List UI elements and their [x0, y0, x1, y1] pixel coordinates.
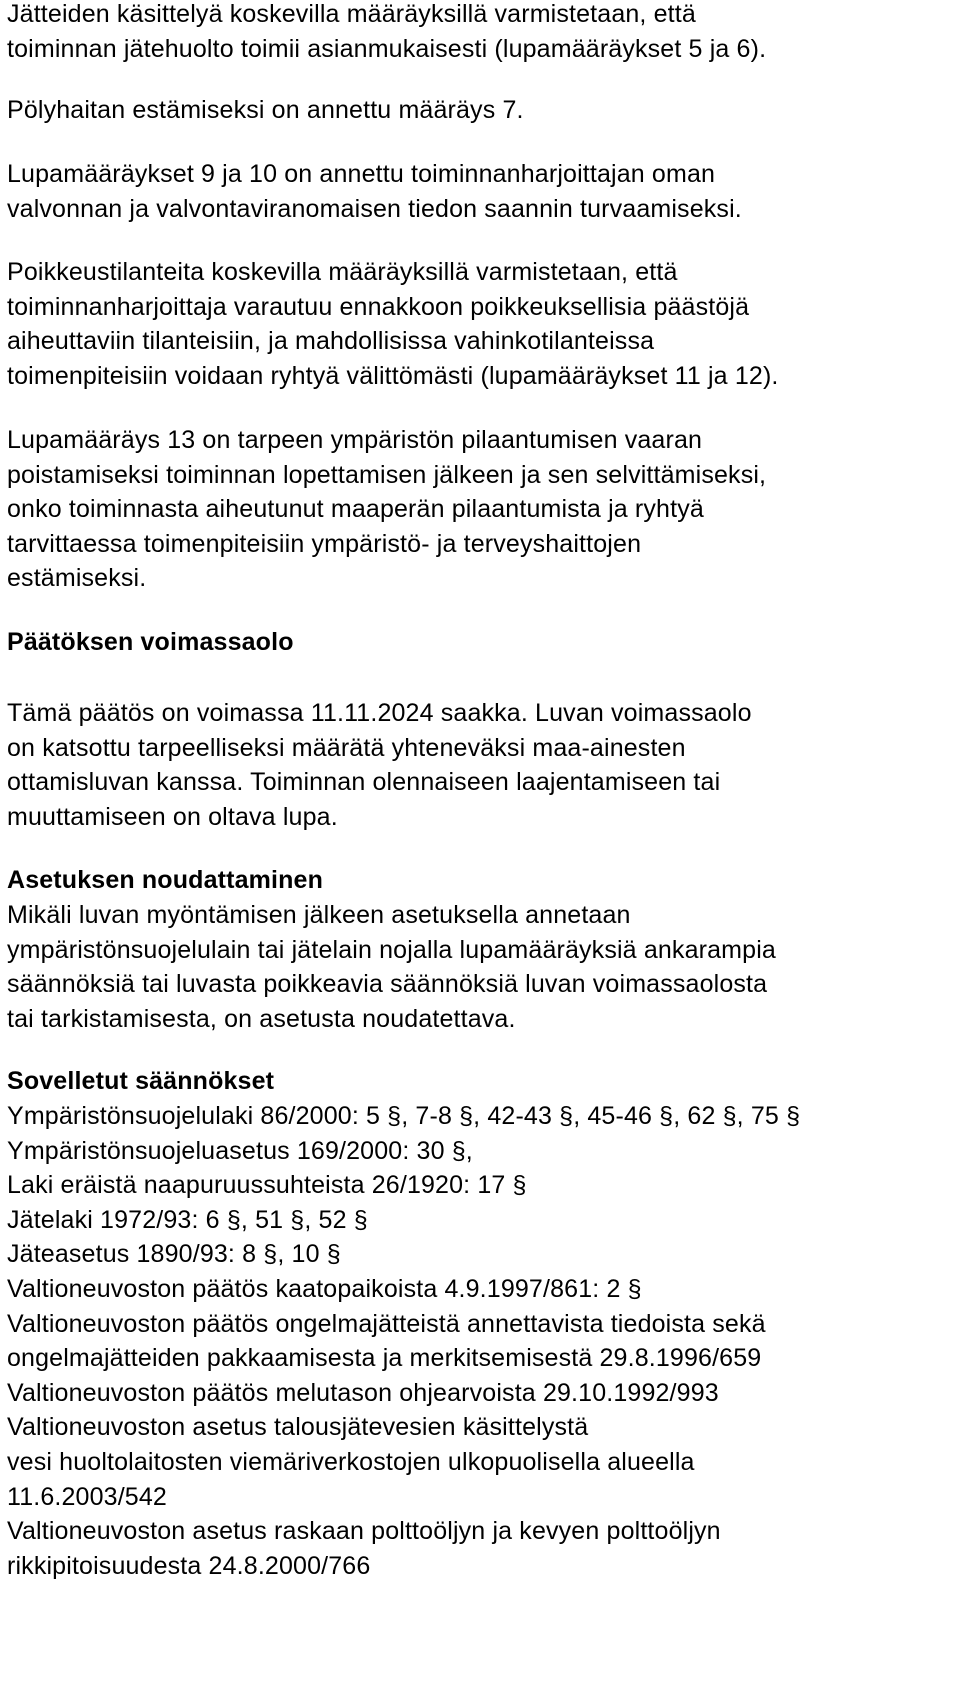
statute-line: Valtioneuvoston päätös ongelmajätteistä annettavista tiedoista sekä — [7, 1309, 766, 1338]
text-line: Tämä päätös on voimassa 11.11.2024 saakka. Luvan voimassaolo — [7, 699, 752, 727]
text-line: ottamisluvan kanssa. Toiminnan olennaiseen laajentamiseen tai — [7, 768, 721, 797]
text-line: tai tarkistamisesta, on asetusta noudatettava. — [7, 1004, 516, 1033]
text-line: estämiseksi. — [7, 564, 147, 593]
heading-asetuksen-noudattaminen: Asetuksen noudattaminen — [7, 866, 323, 894]
paragraph-valvonta — [7, 157, 952, 226]
statute-line: Ympäristönsuojelulaki 86/2000: 5 §, 7-8 §, 42-43 §, 45-46 §, 62 §, 75 § — [7, 1102, 801, 1130]
list-sovelletut-saannokset — [7, 1099, 952, 1583]
paragraph-lopettaminen — [7, 423, 952, 596]
statute-line: Ympäristönsuojeluasetus 169/2000: 30 §, — [7, 1136, 473, 1165]
text-line: valvonnan ja valvontaviranomaisen tiedon saannin turvaamiseksi. — [7, 194, 742, 223]
text-line: aiheuttaviin tilanteisiin, ja mahdollisissa vahinkotilanteissa — [7, 327, 655, 356]
text-line: toimenpiteisiin voidaan ryhtyä välittömästi (lupamääräykset 11 ja 12). — [7, 361, 779, 390]
text-line: Poikkeustilanteita koskevilla määräyksillä varmistetaan, että — [7, 258, 678, 286]
heading-voimassaolo: Päätöksen voimassaolo — [7, 628, 294, 656]
statute-line: Valtioneuvoston asetus raskaan polttoöljyn ja kevyen polttoöljyn — [7, 1517, 721, 1546]
text-line: Jätteiden käsittelyä koskevilla määräyksillä varmistetaan, että — [7, 0, 696, 28]
text-line: Mikäli luvan myöntämisen jälkeen asetuksella annetaan — [7, 901, 631, 929]
statute-line: Valtioneuvoston asetus talousjätevesien käsittelystä — [7, 1413, 589, 1442]
text-line: Lupamääräys 13 on tarpeen ympäristön pilaantumisen vaaran — [7, 426, 703, 454]
text-line: toiminnanharjoittaja varautuu ennakkoon poikkeuksellisia päästöjä — [7, 292, 750, 321]
text-line: ympäristönsuojelulain tai jätelain nojalla lupamääräyksiä ankarampia — [7, 935, 776, 964]
text-line: poistamiseksi toiminnan lopettamisen jälkeen ja sen selvittämiseksi, — [7, 460, 767, 489]
statute-line: Laki eräistä naapuruussuhteista 26/1920: 17 § — [7, 1171, 527, 1200]
paragraph-poikkeustilanteet — [7, 255, 952, 393]
statute-line: 11.6.2003/542 — [7, 1482, 167, 1511]
statute-line: Valtioneuvoston päätös melutason ohjearvoista 29.10.1992/993 — [7, 1378, 719, 1407]
statute-line: vesi huoltolaitosten viemäriverkostojen ulkopuolisella alueella — [7, 1447, 695, 1476]
paragraph-jatehuolto — [7, 0, 952, 66]
text-line: muuttamiseen on oltava lupa. — [7, 802, 338, 831]
statute-line: Valtioneuvoston päätös kaatopaikoista 4.9.1997/861: 2 § — [7, 1274, 642, 1303]
text-line: säännöksiä tai luvasta poikkeavia säännöksiä luvan voimassaolosta — [7, 970, 768, 999]
paragraph-voimassaolo — [7, 696, 952, 834]
paragraph-asetuksen-noudattaminen — [7, 898, 952, 1036]
statute-line: Jäteasetus 1890/93: 8 §, 10 § — [7, 1240, 341, 1269]
text-line: onko toiminnasta aiheutunut maaperän pilaantumista ja ryhtyä — [7, 495, 704, 524]
text-line: tarvittaessa toimenpiteisiin ympäristö- ja terveyshaittojen — [7, 529, 642, 558]
text-line: toiminnan jätehuolto toimii asianmukaisesti (lupamääräykset 5 ja 6). — [7, 34, 767, 63]
statute-line: Jätelaki 1972/93: 6 §, 51 §, 52 § — [7, 1205, 368, 1234]
text-line: Pölyhaitan estämiseksi on annettu määräys 7. — [7, 96, 524, 124]
paragraph-polyhaitta — [7, 93, 952, 128]
text-line: on katsottu tarpeelliseksi määrätä yhteneväksi maa-ainesten — [7, 733, 686, 762]
statute-line: rikkipitoisuudesta 24.8.2000/766 — [7, 1551, 371, 1580]
text-line: Lupamääräykset 9 ja 10 on annettu toiminnanharjoittajan oman — [7, 160, 716, 188]
statute-line: ongelmajätteiden pakkaamisesta ja merkitsemisestä 29.8.1996/659 — [7, 1344, 762, 1373]
heading-sovelletut-saannokset: Sovelletut säännökset — [7, 1067, 275, 1095]
